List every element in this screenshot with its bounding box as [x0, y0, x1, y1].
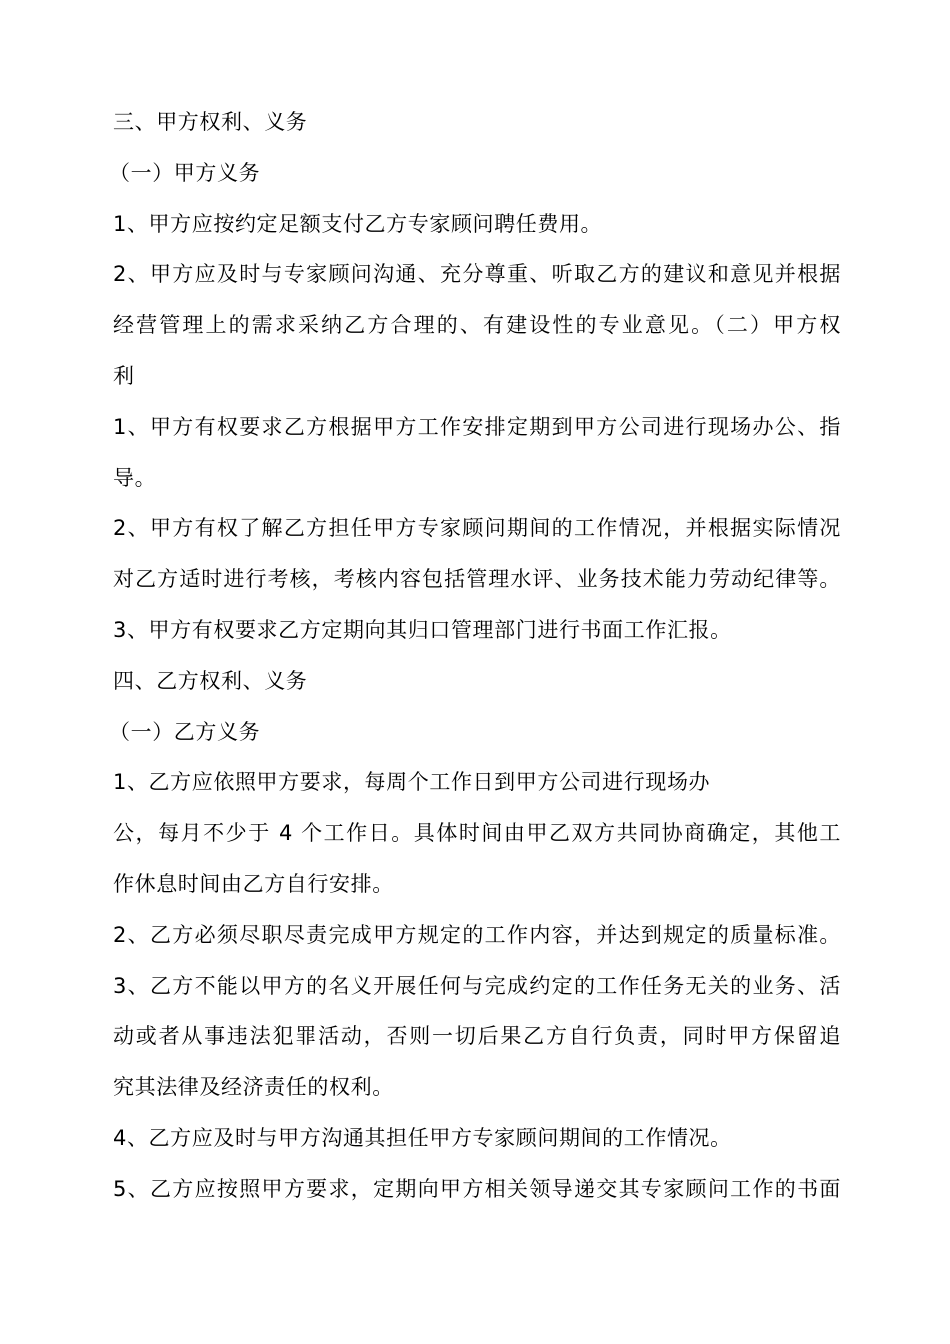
document-body: [109, 97, 841, 1215]
paragraph-line: 2、乙方必须尽职尽责完成甲方规定的工作内容，并达到规定的质量标准。: [113, 922, 841, 947]
paragraph-line: 1、甲方应按约定足额支付乙方专家顾问聘任费用。: [113, 211, 603, 236]
paragraph-line: 动或者从事违法犯罪活动，否则一切后果乙方自行负责，同时甲方保留追: [113, 1024, 841, 1049]
paragraph-line: 经营管理上的需求采纳乙方合理的、有建设性的专业意见。（二）甲方权: [113, 313, 841, 338]
section-heading-party-a: 三、甲方权利、义务: [113, 110, 308, 134]
paragraph-line: 1、甲方有权要求乙方根据甲方工作安排定期到甲方公司进行现场办公、指: [113, 414, 841, 439]
paragraph-line: 3、甲方有权要求乙方定期向其归口管理部门进行书面工作汇报。: [113, 617, 732, 642]
paragraph-line: 1、乙方应依照甲方要求，每周个工作日到甲方公司进行现场办: [113, 770, 711, 795]
paragraph-line: 3、乙方不能以甲方的名义开展任何与完成约定的工作任务无关的业务、活: [113, 973, 841, 998]
section-heading-party-b: 四、乙方权利、义务: [113, 668, 308, 693]
paragraph-line: 利: [113, 363, 135, 388]
subsection-heading-party-b-obligations: （一）乙方义务: [109, 719, 261, 744]
paragraph-line: 4、乙方应及时与甲方沟通其担任甲方专家顾问期间的工作情况。: [113, 1125, 732, 1150]
paragraph-line: 5、乙方应按照甲方要求，定期向甲方相关领导递交其专家顾问工作的书面: [113, 1176, 841, 1201]
paragraph-line: 究其法律及经济责任的权利。: [113, 1075, 394, 1100]
paragraph-line: 2、甲方应及时与专家顾问沟通、充分尊重、听取乙方的建议和意见并根据: [113, 262, 841, 287]
paragraph-line: 作休息时间由乙方自行安排。: [113, 871, 394, 896]
paragraph-line: 公，每月不少于 4 个工作日。具体时间由甲乙双方共同协商确定，其他工: [113, 821, 841, 846]
paragraph-line: 2、甲方有权了解乙方担任甲方专家顾问期间的工作情况，并根据实际情况: [113, 516, 841, 541]
paragraph-line: 对乙方适时进行考核，考核内容包括管理水评、业务技术能力劳动纪律等。: [113, 567, 841, 592]
paragraph-line: 导。: [113, 465, 157, 490]
subsection-heading-party-a-obligations: （一）甲方义务: [109, 160, 261, 185]
